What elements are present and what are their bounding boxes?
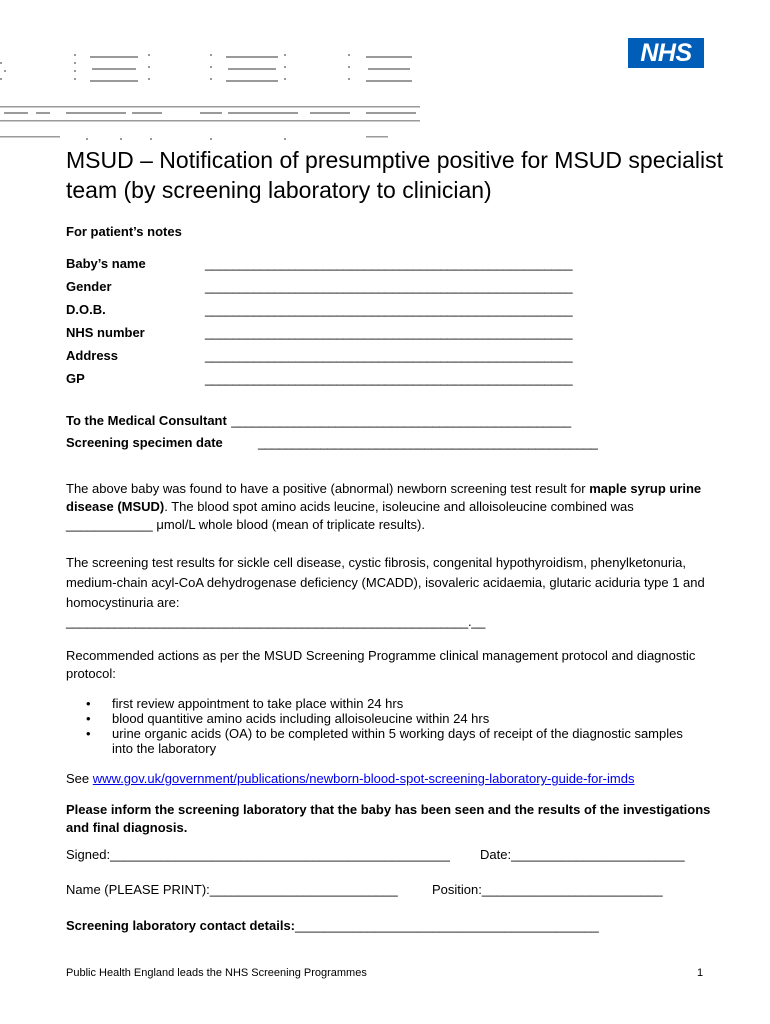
recommended-actions-intro: Recommended actions as per the MSUD Screening Programme clinical management protocol and diagnostic protocol: xyxy=(66,648,696,681)
field-line-baby-name[interactable]: _____________________________________________________ xyxy=(205,256,573,271)
consultant-row xyxy=(66,412,571,430)
guide-link[interactable]: www.gov.uk/government/publications/newborn-blood-spot-screening-laboratory-guide-for-imds xyxy=(92,771,635,786)
page-number: 1 xyxy=(697,967,704,979)
action-item: • first review appointment to take place within 24 hrs xyxy=(86,696,706,711)
consultant-line[interactable]: _________________________________________________ xyxy=(231,413,571,428)
specimen-date-line[interactable]: _________________________________________________ xyxy=(258,435,598,450)
see-label: See xyxy=(66,771,93,786)
field-line-nhs-number[interactable]: _____________________________________________________ xyxy=(205,325,573,340)
inform-instructions: Please inform the screening laboratory that the baby has been seen and the results of the investigations and final diagnosis. xyxy=(66,802,711,835)
result-text-1: The above baby was found to have a positive (abnormal) newborn screening test result for xyxy=(66,481,590,496)
header-artifact-graphic xyxy=(0,40,420,150)
field-label-dob: D.O.B. xyxy=(66,302,106,317)
signed-field[interactable]: Signed:_______________________________________________ xyxy=(66,847,450,862)
field-label-address: Address xyxy=(66,348,119,363)
result-paragraph xyxy=(66,480,716,534)
field-label-nhs-number: NHS number xyxy=(66,325,145,340)
actions-list xyxy=(86,696,706,756)
action-item: • urine organic acids (OA) to be completed within 5 working days of receipt of the diagnostic samples into the laboratory xyxy=(86,726,706,756)
field-label-gender: Gender xyxy=(66,279,112,294)
result-condition: maple syrup urine disease (MSUD) xyxy=(66,481,702,514)
specimen-date-label: Screening specimen date xyxy=(66,435,223,450)
field-label-gp: GP xyxy=(66,371,85,386)
footer-text: Public Health England leads the NHS Screening Programmes xyxy=(66,967,367,979)
consultant-label: To the Medical Consultant xyxy=(66,413,227,428)
action-item: • blood quantitive amino acids including alloisoleucine within 24 hrs xyxy=(86,711,706,726)
field-label-baby-name: Baby’s name xyxy=(66,256,146,271)
lab-contact-label: Screening laboratory contact details: xyxy=(66,918,296,933)
lab-contact-row xyxy=(66,917,599,935)
lab-contact-line[interactable]: __________________________________________ xyxy=(295,918,599,933)
see-link-row xyxy=(66,770,716,788)
result-text-2: . The blood spot amino acids leucine, isoleucine and alloisoleucine combined was ____________ μmol/L whole blood (mean of triplicate results). xyxy=(66,499,634,532)
other-results-line[interactable]: __________________________________________________________.__ xyxy=(66,614,486,629)
field-line-gp[interactable]: _____________________________________________________ xyxy=(205,371,573,386)
date-field[interactable]: Date:________________________ xyxy=(480,847,685,862)
position-field[interactable]: Position:_________________________ xyxy=(432,882,663,897)
field-line-address[interactable]: _____________________________________________________ xyxy=(205,348,573,363)
notes-heading: For patient’s notes xyxy=(66,224,182,239)
nhs-logo: NHS xyxy=(628,38,704,68)
document-title: MSUD – Notification of presumptive positive for MSUD specialist team (by screening laboratory to clinician) xyxy=(66,147,724,203)
field-line-dob[interactable]: _____________________________________________________ xyxy=(205,302,573,317)
name-print-field[interactable]: Name (PLEASE PRINT):__________________________ xyxy=(66,882,398,897)
other-results-paragraph: The screening test results for sickle cell disease, cystic fibrosis, congenital hypothyroidism, phenylketonuria, medium-chain acyl-CoA dehydrogenase deficiency (MCADD), isovaleric acidaemia, glutaric aciduria type 1 and homocystinuria are: xyxy=(66,555,705,610)
field-line-gender[interactable]: _____________________________________________________ xyxy=(205,279,573,294)
